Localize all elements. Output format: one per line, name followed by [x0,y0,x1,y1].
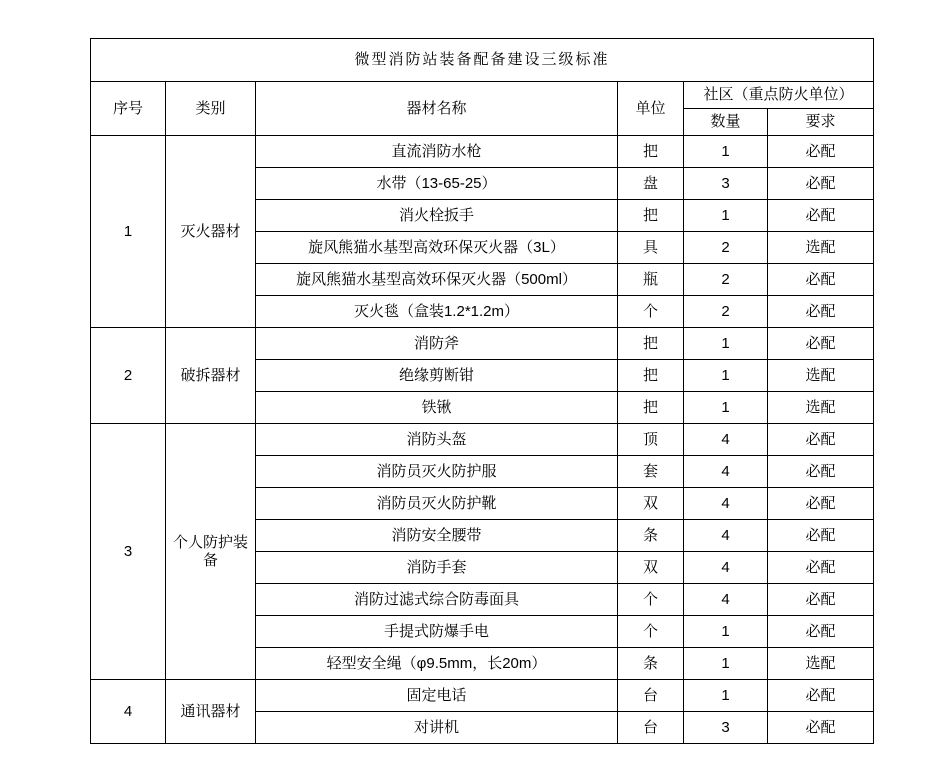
item-req: 必配 [768,136,874,168]
item-name: 消防头盔 [256,424,618,456]
item-qty: 4 [684,584,768,616]
item-req: 必配 [768,680,874,712]
column-header-qty: 数量 [684,109,768,136]
item-qty: 1 [684,200,768,232]
item-unit: 把 [618,136,684,168]
item-req: 选配 [768,392,874,424]
table-row [91,424,874,456]
item-qty: 1 [684,680,768,712]
item-name: 消防员灭火防护服 [256,456,618,488]
item-req: 必配 [768,712,874,744]
item-unit: 顶 [618,424,684,456]
group-seq: 2 [91,328,166,424]
item-unit: 具 [618,232,684,264]
column-header-seq: 序号 [91,82,166,136]
item-name: 绝缘剪断钳 [256,360,618,392]
item-req: 必配 [768,584,874,616]
group-seq: 1 [91,136,166,328]
item-qty: 4 [684,424,768,456]
group-category: 个人防护装备 [166,424,256,680]
item-req: 选配 [768,360,874,392]
item-req: 必配 [768,424,874,456]
item-req: 必配 [768,168,874,200]
item-qty: 1 [684,616,768,648]
item-name: 铁锹 [256,392,618,424]
item-unit: 套 [618,456,684,488]
item-qty: 4 [684,520,768,552]
group-category: 通讯器材 [166,680,256,744]
document-title: 微型消防站装备配备建设三级标准 [91,39,874,82]
group-category: 破拆器材 [166,328,256,424]
table-body [91,39,874,744]
item-qty: 1 [684,392,768,424]
item-unit: 双 [618,488,684,520]
item-unit: 个 [618,584,684,616]
item-req: 必配 [768,488,874,520]
item-unit: 条 [618,648,684,680]
item-req: 必配 [768,616,874,648]
column-header-name: 器材名称 [256,82,618,136]
item-unit: 台 [618,712,684,744]
item-qty: 4 [684,456,768,488]
item-name: 消防手套 [256,552,618,584]
item-name: 固定电话 [256,680,618,712]
group-category: 灭火器材 [166,136,256,328]
item-unit: 把 [618,360,684,392]
table-row [91,136,874,168]
column-header-category: 类别 [166,82,256,136]
item-unit: 把 [618,392,684,424]
item-req: 选配 [768,232,874,264]
item-name: 轻型安全绳（φ9.5mm，长20m） [256,648,618,680]
column-header-req: 要求 [768,109,874,136]
item-req: 必配 [768,200,874,232]
table-row [91,680,874,712]
title-row [91,39,874,82]
column-header-group: 社区（重点防火单位） [684,82,874,109]
item-qty: 2 [684,264,768,296]
equipment-standard-table [90,38,874,744]
item-unit: 个 [618,616,684,648]
item-req: 选配 [768,648,874,680]
item-unit: 条 [618,520,684,552]
item-name: 消防斧 [256,328,618,360]
item-name: 灭火毯（盒装1.2*1.2m） [256,296,618,328]
item-unit: 双 [618,552,684,584]
item-unit: 把 [618,200,684,232]
item-req: 必配 [768,520,874,552]
item-req: 必配 [768,552,874,584]
item-qty: 3 [684,712,768,744]
item-name: 消防员灭火防护靴 [256,488,618,520]
item-name: 手提式防爆手电 [256,616,618,648]
item-unit: 把 [618,328,684,360]
item-name: 消防安全腰带 [256,520,618,552]
item-req: 必配 [768,264,874,296]
item-name: 旋风熊猫水基型高效环保灭火器（3L） [256,232,618,264]
item-name: 消火栓扳手 [256,200,618,232]
item-unit: 盘 [618,168,684,200]
item-qty: 4 [684,488,768,520]
item-req: 必配 [768,296,874,328]
item-qty: 3 [684,168,768,200]
item-name: 旋风熊猫水基型高效环保灭火器（500ml） [256,264,618,296]
group-seq: 4 [91,680,166,744]
item-qty: 2 [684,296,768,328]
item-name: 直流消防水枪 [256,136,618,168]
item-name: 对讲机 [256,712,618,744]
header-row-top [91,82,874,109]
item-qty: 1 [684,648,768,680]
item-unit: 瓶 [618,264,684,296]
table-row [91,328,874,360]
item-qty: 1 [684,328,768,360]
item-qty: 4 [684,552,768,584]
item-req: 必配 [768,456,874,488]
item-unit: 个 [618,296,684,328]
item-qty: 2 [684,232,768,264]
item-req: 必配 [768,328,874,360]
column-header-unit: 单位 [618,82,684,136]
group-seq: 3 [91,424,166,680]
item-name: 消防过滤式综合防毒面具 [256,584,618,616]
item-qty: 1 [684,360,768,392]
item-name: 水带（13-65-25） [256,168,618,200]
item-qty: 1 [684,136,768,168]
item-unit: 台 [618,680,684,712]
